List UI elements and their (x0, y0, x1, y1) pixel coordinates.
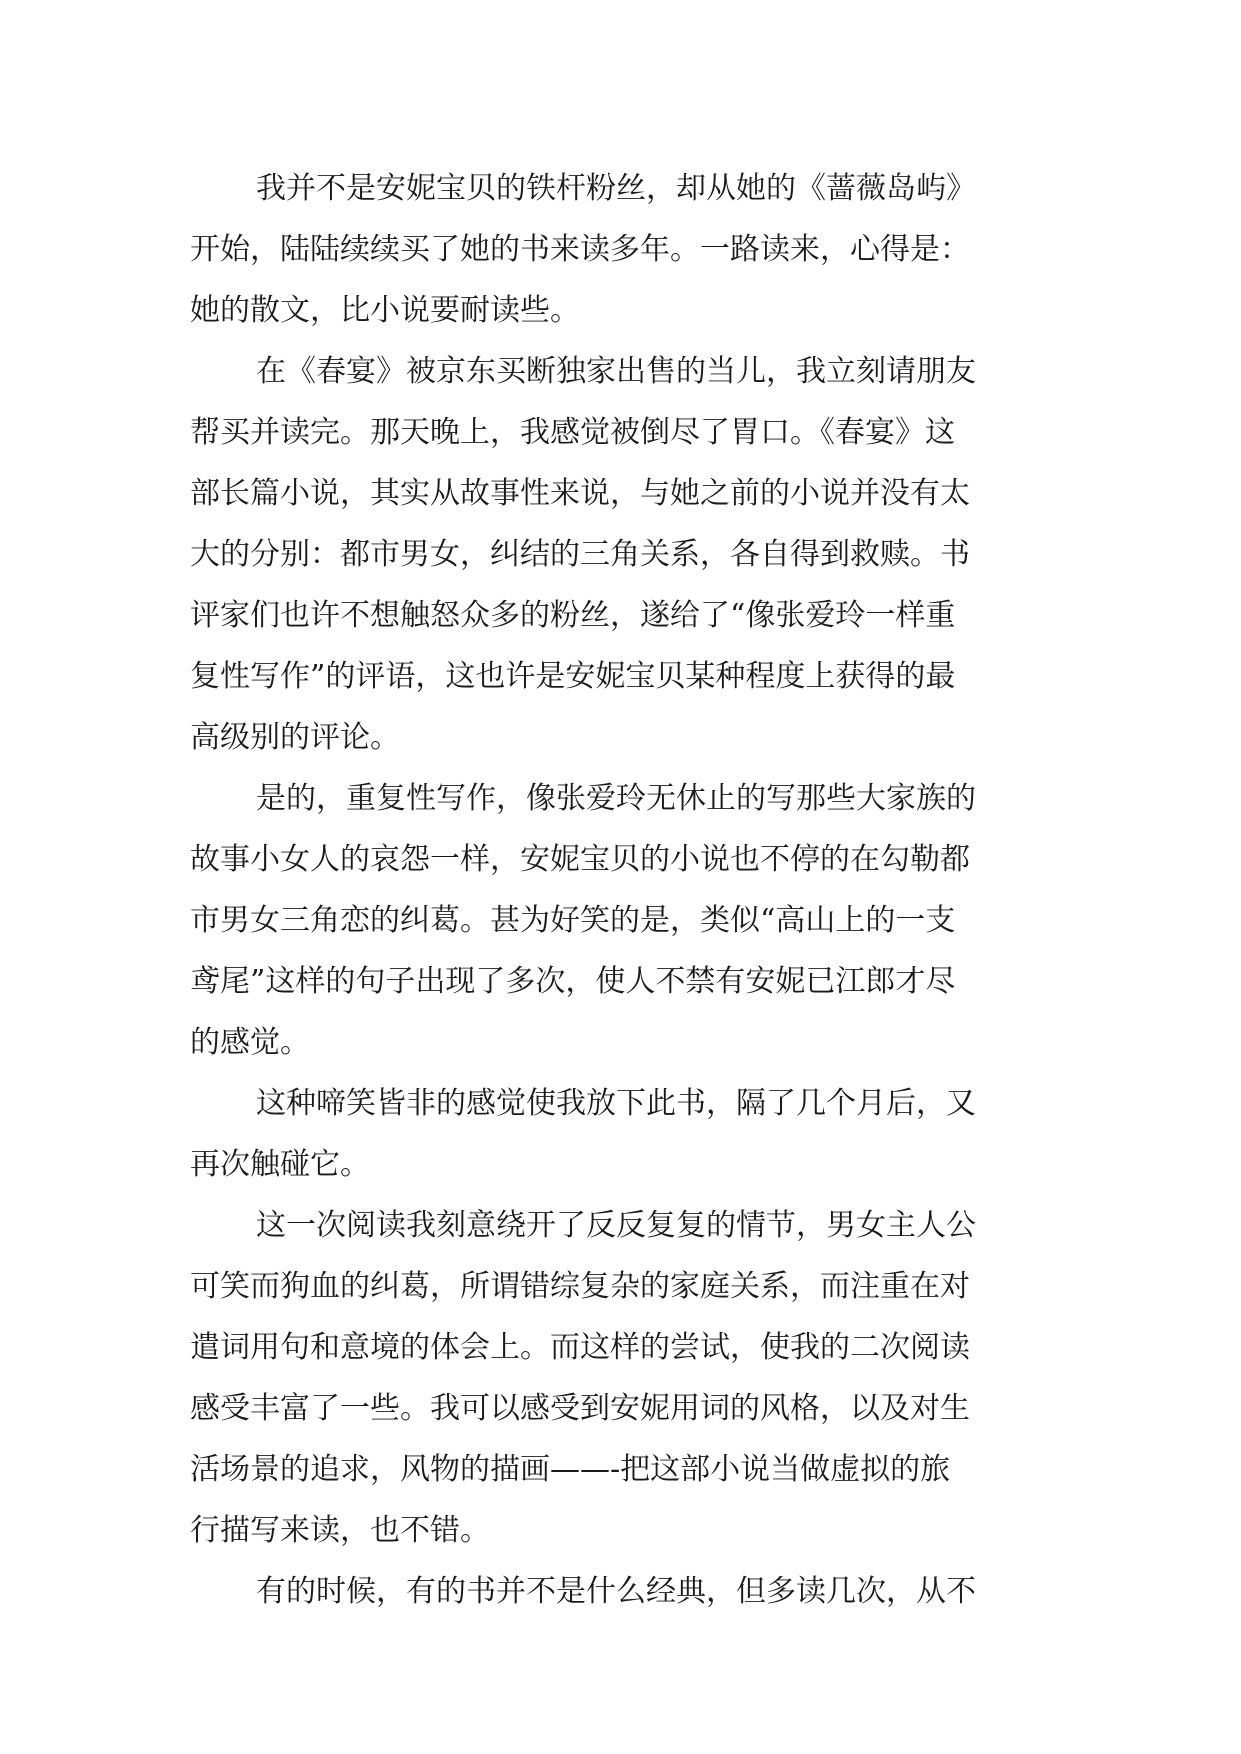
text-line: 市男女三角恋的纠葛。甚为好笑的是，类似“高山上的一支 (190, 903, 956, 938)
text-line: 大的分别：都市男女，纠结的三角关系，各自得到救赎。书 (190, 537, 970, 572)
text-line: 这种啼笑皆非的感觉使我放下此书，隔了几个月后，又 (256, 1086, 976, 1121)
text-line: 我并不是安妮宝贝的铁杆粉丝，却从她的《蔷薇岛屿》 (256, 171, 976, 206)
text-line: 遣词用句和意境的体会上。而这样的尝试，使我的二次阅读 (190, 1330, 970, 1365)
text-line: 高级别的评论。 (190, 720, 400, 755)
text-line: 是的，重复性写作，像张爱玲无休止的写那些大家族的 (256, 781, 976, 816)
text-line: 可笑而狗血的纠葛，所谓错综复杂的家庭关系，而注重在对 (190, 1269, 970, 1304)
text-line: 行描写来读，也不错。 (190, 1513, 490, 1548)
text-line: 开始，陆陆续续买了她的书来读多年。一路读来，心得是： (190, 232, 970, 267)
text-line: 她的散文，比小说要耐读些。 (190, 293, 580, 328)
text-line: 活场景的追求，风物的描画——-把这部小说当做虚拟的旅 (190, 1452, 951, 1487)
text-line: 感受丰富了一些。我可以感受到安妮用词的风格，以及对生 (190, 1391, 970, 1426)
text-line: 再次触碰它。 (190, 1147, 370, 1182)
text-line: 评家们也许不想触怒众多的粉丝，遂给了“像张爱玲一样重 (190, 598, 956, 633)
text-line: 故事小女人的哀怨一样，安妮宝贝的小说也不停的在勾勒都 (190, 842, 970, 877)
text-line: 复性写作”的评语，这也许是安妮宝贝某种程度上获得的最 (190, 659, 956, 694)
text-line: 部长篇小说，其实从故事性来说，与她之前的小说并没有太 (190, 476, 970, 511)
text-line: 有的时候，有的书并不是什么经典，但多读几次，从不 (256, 1574, 976, 1609)
document-body (190, 158, 1060, 1622)
text-line: 帮买并读完。那天晚上，我感觉被倒尽了胃口。《春宴》这 (190, 415, 955, 450)
text-line: 在《春宴》被京东买断独家出售的当儿，我立刻请朋友 (256, 354, 976, 389)
text-line: 鸢尾”这样的句子出现了多次，使人不禁有安妮已江郎才尽 (190, 964, 956, 999)
text-line: 这一次阅读我刻意绕开了反反复复的情节，男女主人公 (256, 1208, 976, 1243)
text-line: 的感觉。 (190, 1025, 310, 1060)
